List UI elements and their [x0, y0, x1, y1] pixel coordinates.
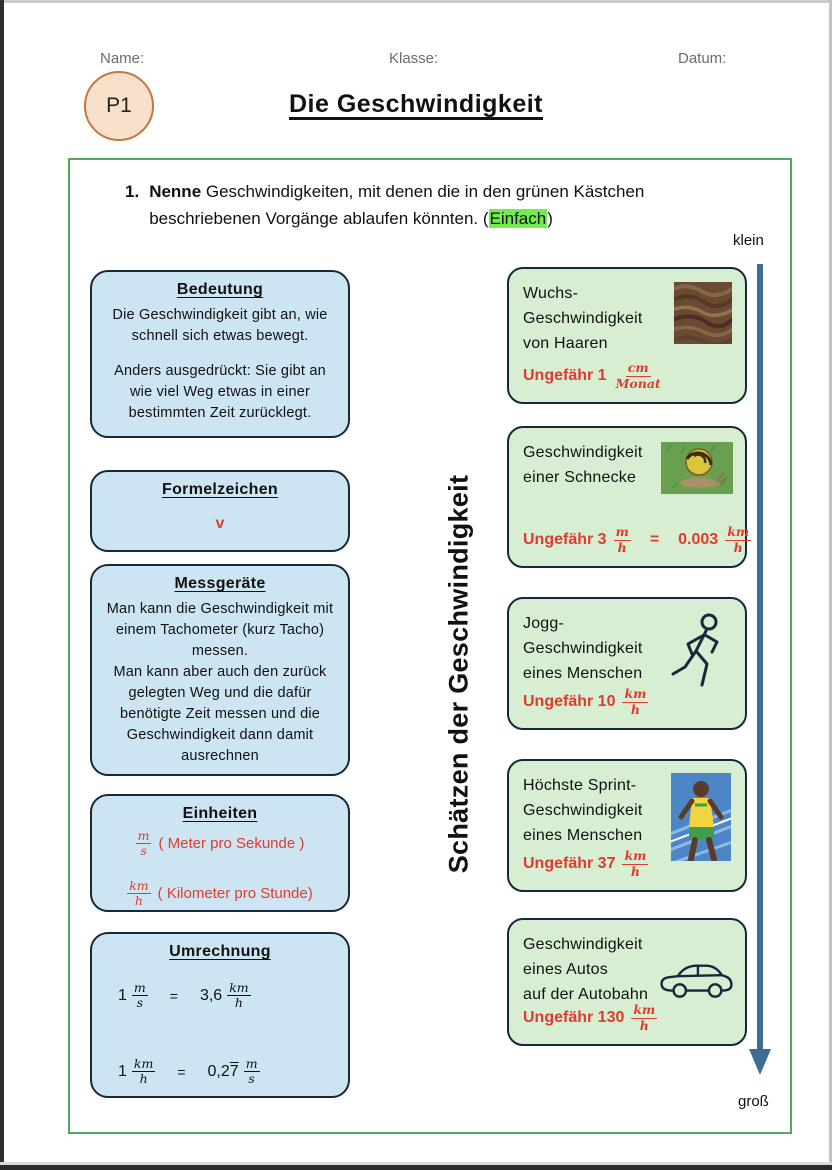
example-line: Geschwindigkeit — [523, 640, 643, 657]
info-box-paragraph: Anders ausgedrückt: Sie gibt an wie viel Weg etwas in einer bestimmten Zeit zurücklegt. — [114, 363, 326, 422]
scale-arrow-line — [757, 264, 763, 1051]
example-box-sprint — [507, 759, 747, 892]
window-edge-left — [0, 0, 4, 1170]
task-body-text: Geschwindigkeiten, mit denen die in den grünen Kästchen beschriebenen Vorgänge ablaufen könnten. ( — [149, 182, 645, 228]
datum-field-label: Datum: — [678, 50, 727, 67]
example-line: Geschwindigkeit — [523, 936, 643, 953]
example-line: Jogg- — [523, 615, 565, 632]
unit-row-meter-pro-sekunde — [102, 829, 338, 859]
example-line: Geschwindigkeit — [523, 802, 643, 819]
content-frame — [68, 158, 792, 1134]
page-title: Die Geschwindigkeit — [288, 90, 543, 118]
estimate-prefix: Ungefähr 3 — [523, 531, 607, 549]
info-box-title: Messgeräte — [174, 575, 266, 592]
estimate-value — [523, 361, 663, 391]
conversion-value: 3,6 — [199, 986, 223, 1004]
estimate-value — [523, 849, 648, 879]
example-box-joggen — [507, 597, 747, 730]
p1-badge: P1 — [84, 71, 154, 141]
info-box-title: Bedeutung — [176, 281, 264, 298]
fraction-km-h: $\frac{km}{h}$ — [229, 980, 249, 1011]
repeating-digit: 7 — [229, 1062, 239, 1080]
example-line: eines Menschen — [523, 665, 643, 682]
info-box-einheiten — [90, 794, 350, 912]
fraction-km-h: $\frac{km}{h}$ — [633, 1002, 656, 1033]
fraction-km-h: $\frac{km}{h}$ — [624, 848, 647, 879]
fraction-cm-monat: $\frac{cm}{\text{Monat}}$ — [615, 360, 661, 391]
info-box-title: Einheiten — [182, 805, 258, 822]
estimate-prefix: Ungefähr 130 — [523, 1009, 625, 1027]
estimate-value — [523, 1003, 657, 1033]
equals-sign: = — [169, 987, 178, 1004]
estimate-prefix: Ungefähr 1 — [523, 367, 607, 385]
example-line: Höchste Sprint- — [523, 777, 637, 794]
task-verb: Nenne — [149, 182, 202, 201]
window-edge-top — [0, 0, 832, 3]
klasse-field-label: Klasse: — [389, 50, 439, 67]
example-line: Wuchs- — [523, 285, 579, 302]
example-line: Geschwindigkeit — [523, 310, 643, 327]
hair-photo — [674, 282, 732, 344]
fraction-km-h: $\frac{km}{h}$ — [727, 524, 750, 555]
fraction-km-h: $\frac{km}{h}$ — [133, 1055, 154, 1087]
example-line: Geschwindigkeit — [523, 444, 643, 461]
scale-label-gross: groß — [738, 1093, 769, 1110]
task-number: 1. — [125, 182, 140, 201]
fraction-m-s: $\frac{m}{s}$ — [133, 980, 146, 1011]
task-suffix: ) — [547, 209, 553, 228]
sprinter-photo — [671, 773, 731, 861]
info-box-formelzeichen — [90, 470, 350, 552]
unit-row-kilometer-pro-stunde — [102, 879, 338, 909]
estimate-value — [523, 525, 751, 555]
fraction-km-h: $\frac{km}{h}$ — [129, 877, 149, 909]
scale-label-klein: klein — [733, 232, 764, 249]
car-icon — [657, 958, 735, 1002]
info-box-paragraph: Die Geschwindigkeit gibt an, wie schnell sich etwas bewegt. — [112, 307, 328, 345]
info-box-title: Umrechnung — [169, 943, 271, 960]
example-line: eines Menschen — [523, 827, 643, 844]
example-box-schnecke — [507, 426, 750, 568]
example-box-auto — [507, 918, 747, 1046]
example-line: auf der Autobahn — [523, 986, 649, 1003]
estimate-value — [523, 687, 648, 717]
info-box-bedeutung — [90, 270, 350, 438]
scale-arrow-head — [749, 1049, 771, 1075]
axis-label-schaetzen: Schätzen der Geschwindigkeit — [443, 474, 474, 874]
info-box-title: Formelzeichen — [162, 481, 278, 498]
task-text — [149, 178, 700, 232]
example-line: eines Autos — [523, 961, 608, 978]
snail-photo — [661, 442, 733, 494]
task-1 — [125, 178, 700, 232]
example-line: einer Schnecke — [523, 469, 637, 486]
info-box-paragraph: Man kann aber auch den zurück gelegten Weg und die dafür benötigte Zeit messen und die Geschwindigkeit dann damit ausrechnen — [113, 664, 327, 765]
conversion-coefficient: 1 — [118, 1062, 127, 1080]
conversion-row-ms-to-kmh — [102, 981, 338, 1011]
info-box-umrechnung — [90, 932, 350, 1098]
example-line: von Haaren — [523, 335, 608, 352]
info-box-messgeraete — [90, 564, 350, 776]
conversion-value: 0,27 — [207, 1062, 239, 1080]
fraction-m-s: $\frac{m}{s}$ — [137, 828, 150, 859]
estimate-value-2: 0.003 — [678, 531, 719, 549]
formula-symbol: v — [215, 515, 225, 532]
info-box-paragraph: Man kann die Geschwindigkeit mit einem Tachometer (kurz Tacho) messen. — [106, 601, 334, 660]
unit-description: ( Kilometer pro Stunde) — [157, 885, 313, 903]
difficulty-highlight: Einfach — [489, 209, 547, 228]
unit-description: ( Meter pro Sekunde ) — [158, 835, 305, 853]
equals-sign: = — [177, 1063, 186, 1080]
conversion-coefficient: 1 — [118, 986, 127, 1004]
estimate-prefix: Ungefähr 10 — [523, 693, 616, 711]
equals-sign: = — [649, 531, 660, 549]
fraction-m-s: $\frac{m}{s}$ — [245, 1055, 258, 1087]
conversion-row-kmh-to-ms — [102, 1057, 338, 1087]
fraction-km-h: $\frac{km}{h}$ — [624, 686, 647, 717]
estimate-prefix: Ungefähr 37 — [523, 855, 616, 873]
fraction-m-h: $\frac{m}{h}$ — [615, 524, 629, 555]
jogger-icon — [665, 611, 727, 689]
example-box-haare — [507, 267, 747, 404]
name-field-label: Name: — [100, 50, 145, 67]
window-edge-bottom-dark — [0, 1165, 832, 1170]
